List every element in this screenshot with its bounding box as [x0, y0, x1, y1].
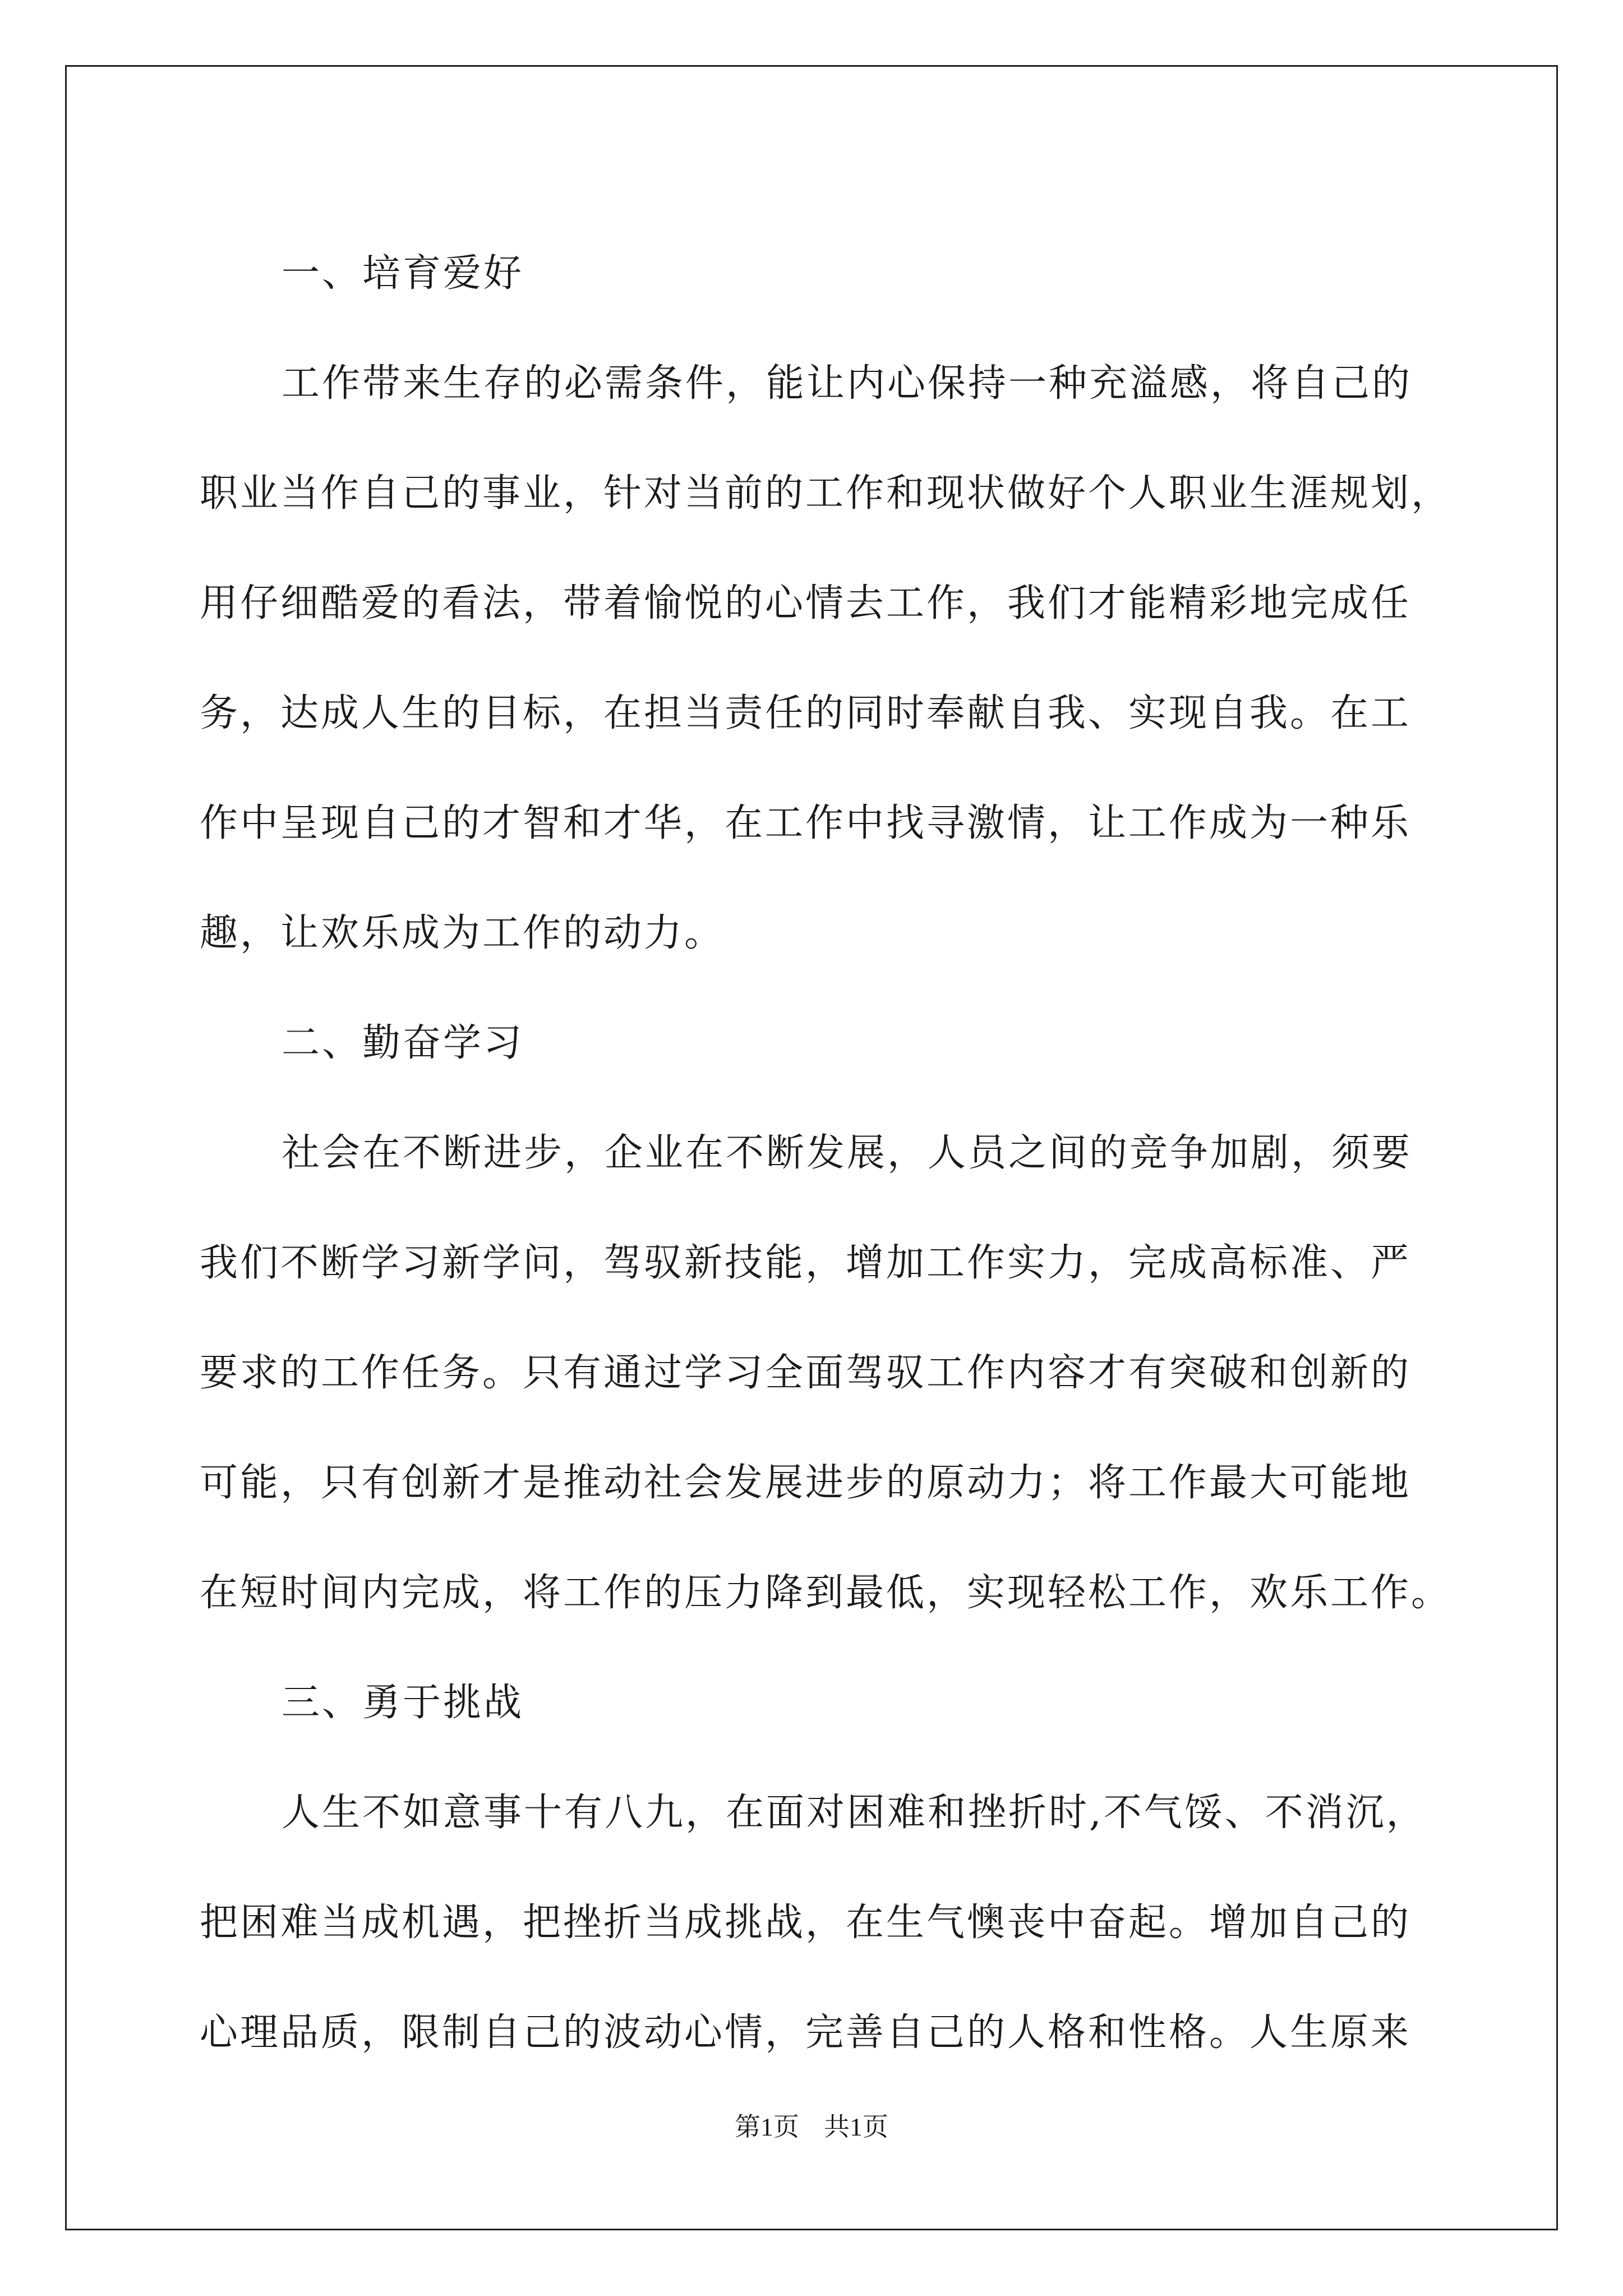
paragraph-line: 务，达成人生的目标，在担当责任的同时奉献自我、实现自我。在工	[200, 691, 1412, 735]
paragraph-line: 作中呈现自己的才智和才华，在工作中找寻激情，让工作成为一种乐	[200, 801, 1412, 845]
paragraph-line: 人生不如意事十有八九，在面对困难和挫折时,不气馁、不消沉，	[282, 1791, 1427, 1835]
paragraph-line: 心理品质，限制自己的波动心情，完善自己的人格和性格。人生原来	[200, 2010, 1412, 2055]
page-number: 第1页	[735, 2113, 799, 2141]
page-total: 共1页	[824, 2113, 888, 2141]
paragraph-line: 要求的工作任务。只有通过学习全面驾驭工作内容才有突破和创新的	[200, 1351, 1412, 1395]
paragraph-line: 职业当作自己的事业，针对当前的工作和现状做好个人职业生涯规划，	[200, 471, 1452, 516]
section-heading: 三、勇于挑战	[282, 1681, 524, 1725]
page-footer	[0, 2110, 1623, 2144]
paragraph-line: 社会在不断进步，企业在不断发展，人员之间的竞争加剧，须要	[282, 1131, 1413, 1175]
document-body	[200, 219, 1467, 2088]
paragraph-line: 把困难当成机遇，把挫折当成挑战，在生气懊丧中奋起。增加自己的	[200, 1901, 1412, 1945]
section-heading: 一、培育爱好	[282, 251, 524, 296]
paragraph-line: 工作带来生存的必需条件，能让内心保持一种充溢感，将自己的	[282, 361, 1413, 406]
paragraph-line: 趣，让欢乐成为工作的动力。	[200, 911, 725, 955]
section-heading: 二、勤奋学习	[282, 1021, 524, 1065]
paragraph-line: 在短时间内完成，将工作的压力降到最低，实现轻松工作，欢乐工作。	[200, 1571, 1452, 1615]
paragraph-line: 可能，只有创新才是推动社会发展进步的原动力；将工作最大可能地	[200, 1461, 1412, 1505]
paragraph-line: 我们不断学习新学问，驾驭新技能，增加工作实力，完成高标准、严	[200, 1241, 1412, 1285]
paragraph-line: 用仔细酷爱的看法，带着愉悦的心情去工作，我们才能精彩地完成任	[200, 581, 1412, 625]
